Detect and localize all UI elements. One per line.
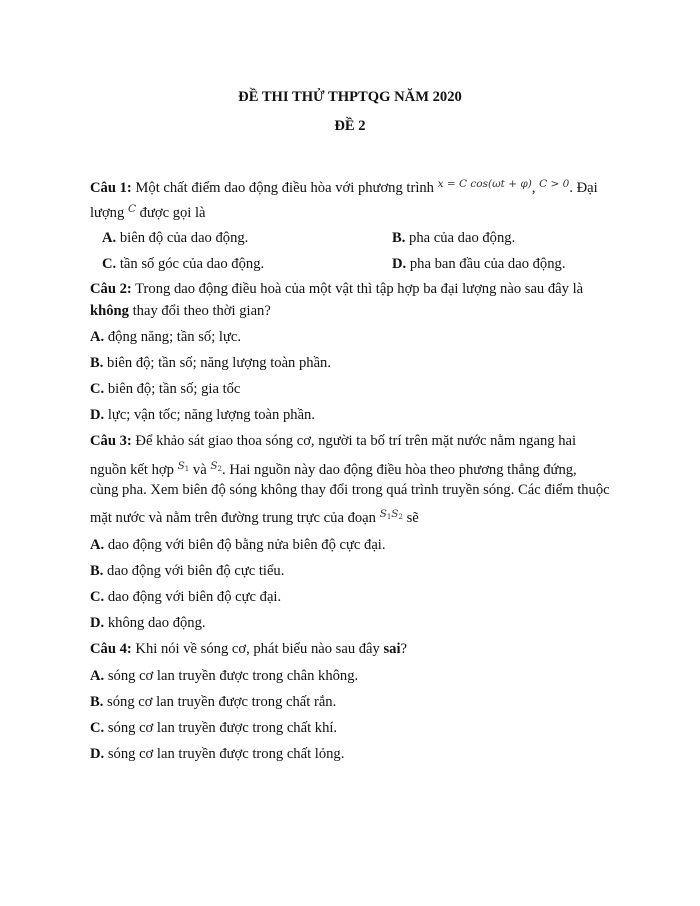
q3-option-a: A. dao động với biên độ bằng nửa biên độ cực đại. <box>90 537 386 553</box>
q4-option-c: C. sóng cơ lan truyền được trong chất khí. <box>90 720 338 736</box>
q3-line1 <box>90 433 576 450</box>
q2-label: Câu 2: <box>90 281 132 297</box>
q2-line2 <box>90 303 271 320</box>
q4-option-a: A. sóng cơ lan truyền được trong chân không. <box>90 668 359 684</box>
q3-option-c: C. dao động với biên độ cực đại. <box>90 589 282 605</box>
q1-text-c: lượng <box>90 205 125 221</box>
q3-source-s1: S1 <box>177 460 190 473</box>
q3-option-b: B. dao động với biên độ cực tiểu. <box>90 563 285 579</box>
q4-label: Câu 4: <box>90 641 132 657</box>
q1-comma: , <box>531 180 536 196</box>
q4-option-d: D. sóng cơ lan truyền được trong chất lỏng. <box>90 746 345 762</box>
q2-text-a: Trong dao động điều hoà của một vật thì tập hợp ba đại lượng nào sau đây là <box>135 281 584 297</box>
q1-option-a: A. biên độ của dao động. <box>102 230 249 246</box>
q2-option-d: D. lực; vận tốc; năng lượng toàn phần. <box>90 407 315 423</box>
q1-label: Câu 1: <box>90 180 132 196</box>
q2-option-c: C. biên độ; tần số; gia tốc <box>90 381 241 397</box>
q4-option-b: B. sóng cơ lan truyền được trong chất rắn. <box>90 694 337 710</box>
q1-text-a: Một chất điểm dao động điều hòa với phương trình <box>135 180 434 196</box>
q1-text-d: được gọi là <box>139 205 206 221</box>
q1-condition: C > 0 <box>539 178 570 190</box>
q1-line1 <box>90 178 598 197</box>
q3-label: Câu 3: <box>90 433 132 449</box>
q3-option-d: D. không dao động. <box>90 615 206 631</box>
q2-option-a: A. động năng; tần số; lực. <box>90 329 242 345</box>
q1-option-b: B. pha của dao động. <box>392 230 516 246</box>
q2-bold-word: không <box>90 303 129 319</box>
q1-formula: x = C cos(ωt + φ) <box>437 178 532 190</box>
q3-line2: nguồn kết hợp $^{S_1}$ và $^{S_2}$. Hai nguồn này dao động điều hòa theo phương thẳng đứng, <box>90 460 577 478</box>
q3-source-s2: S2 <box>210 460 223 473</box>
q4-bold-word: sai <box>383 641 401 657</box>
q1-variable: C <box>127 203 136 215</box>
q1-option-d: D. pha ban đầu của dao động. <box>392 256 566 272</box>
q1-option-c: C. tần số góc của dao động. <box>102 256 265 272</box>
exam-subtitle: ĐỀ 2 <box>334 118 366 134</box>
q2-option-b: B. biên độ; tần số; năng lượng toàn phần. <box>90 355 332 371</box>
q1-line2 <box>90 203 206 222</box>
q2-line1 <box>90 281 583 298</box>
q3-line3: cùng pha. Xem biên độ sóng không thay đổi trong quá trình truyền sóng. Các điểm thuộc <box>90 482 610 498</box>
q3-segment: S1S2 <box>379 508 403 521</box>
q3-line4: mặt nước và nằm trên đường trung trực của đoạn $^{S_1S_2}$ sẽ <box>90 508 419 526</box>
q4-text-b: ? <box>400 641 408 657</box>
exam-title: ĐỀ THI THỬ THPTQG NĂM 2020 <box>238 89 462 105</box>
q2-text-b: thay đổi theo thời gian? <box>132 303 271 319</box>
q4-line1 <box>90 641 407 658</box>
q3-line1-text: Để khảo sát giao thoa sóng cơ, người ta bố trí trên mặt nước nằm ngang hai <box>135 433 577 449</box>
q4-text-a: Khi nói về sóng cơ, phát biểu nào sau đây <box>135 641 380 657</box>
q1-text-b: . Đại <box>569 180 598 196</box>
